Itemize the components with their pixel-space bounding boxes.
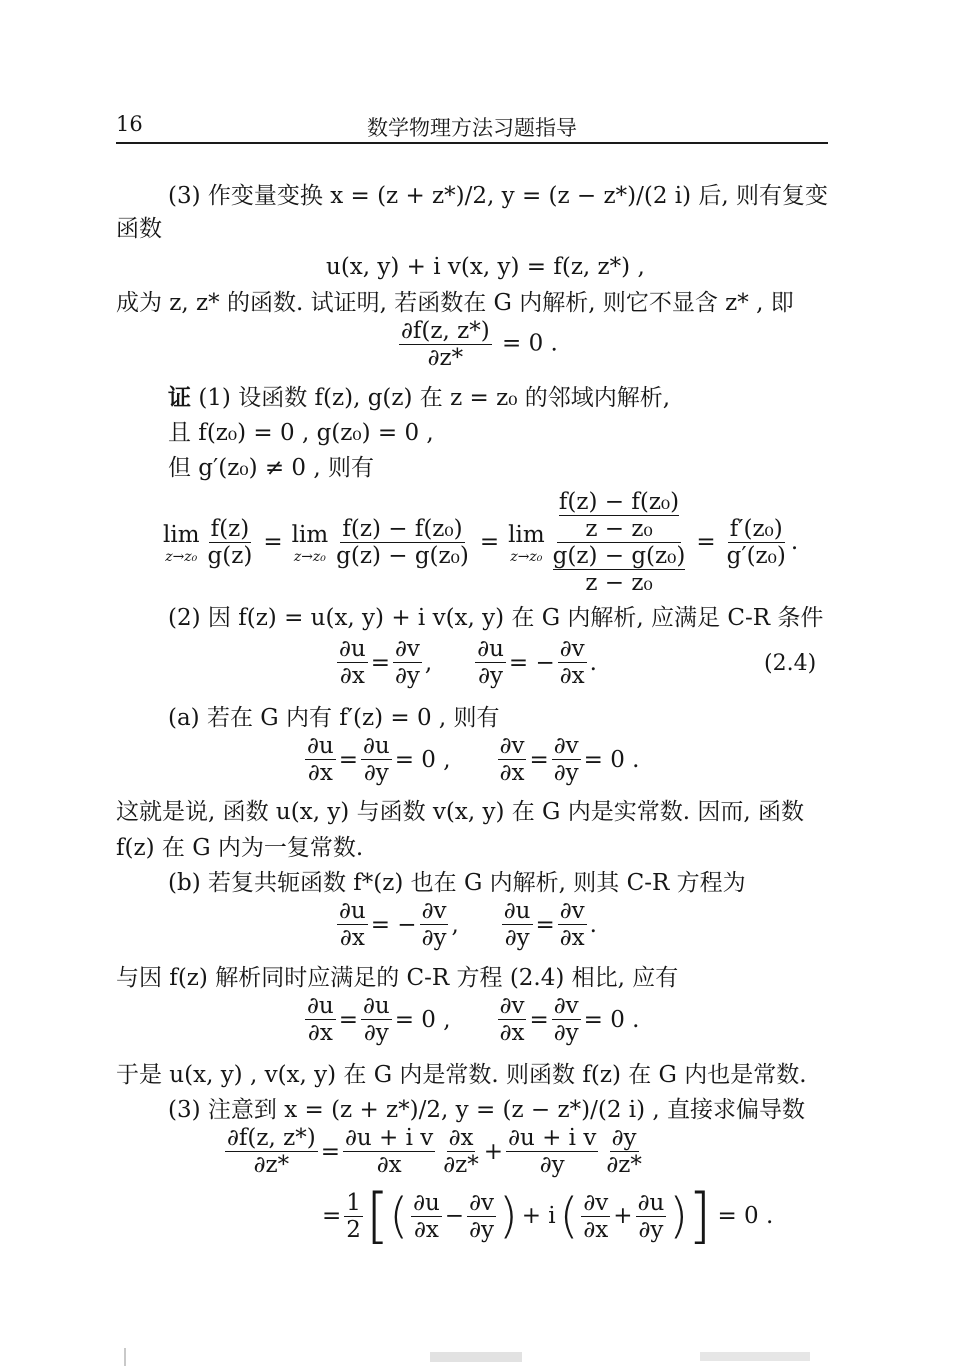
conclusion-a-line2: f(z) 在 G 内为一复常数. [116, 835, 364, 861]
conclusion-b: 于是 u(x, y) , v(x, y) 在 G 内是常数. 则函数 f(z) 在 G 内也是常数. [116, 1062, 807, 1088]
header-rule [116, 142, 828, 144]
lim-word: lim [163, 522, 200, 548]
problem-3-text-cont: 函数 [116, 216, 162, 242]
frac-num: ∂f(z, z*) [401, 318, 490, 344]
conclusion-a-line1: 这就是说, 函数 u(x, y) 与函数 v(x, y) 在 G 内是实常数. 因而, 函数 [116, 799, 804, 825]
equation-3-line1: ∂f(z, z*) ∂z* = ∂u + i v ∂x ∂x ∂z* + ∂u + i v ∂y ∂y ∂z* [227, 1125, 642, 1178]
equation-cr-conditions: ∂u ∂x = ∂v ∂y , ∂u ∂y = − ∂v ∂x . [339, 636, 597, 689]
proof-2b-text: (b) 若复共轭函数 f*(z) 也在 G 内解析, 则其 C-R 方程为 [168, 870, 746, 896]
frac-den: ∂z* [427, 345, 464, 371]
running-title: 数学物理方法习题指导 [367, 116, 577, 140]
equation-df-dz-star [396, 318, 558, 371]
equation-3-line2: = 1 2 [ ( ∂u ∂x − ∂v ∂y ) + i ( ∂v ∂x + ∂u ∂y ) ] = 0 . [322, 1181, 774, 1251]
eq-rhs: = 0 . [502, 330, 558, 357]
page-number: 16 [116, 112, 143, 136]
equation-2a: ∂u ∂x = ∂u ∂y = 0 , ∂v ∂x = ∂v ∂y = 0 . [307, 733, 640, 786]
scan-mark [430, 1352, 522, 1362]
proof-2a-text: (a) 若在 G 内有 f′(z) = 0 , 则有 [168, 705, 500, 731]
proof-1-line [168, 383, 670, 413]
scan-mark [700, 1352, 810, 1361]
scan-mark [124, 1348, 126, 1366]
proof-label: 证 [168, 384, 191, 411]
comparison-text: 与因 f(z) 解析同时应满足的 C-R 方程 (2.4) 相比, 应有 [116, 965, 679, 991]
proof-3-text: (3) 注意到 x = (z + z*)/2, y = (z − z*)/(2 i) , 直接求偏导数 [168, 1097, 806, 1123]
proof-1-text: (1) 设函数 f(z), g(z) 在 z = z₀ 的邻域内解析, [198, 385, 671, 411]
equation-number: (2.4) [764, 651, 817, 676]
compound-fraction: f(z) − f(z₀) z − z₀ g(z) − g(z₀) z − z₀ [552, 488, 686, 596]
lim-sub: z→z₀ [165, 549, 198, 565]
equation-2b-result: ∂u ∂x = ∂u ∂y = 0 , ∂v ∂x = ∂v ∂y = 0 . [307, 993, 640, 1046]
problem-3-text: (3) 作变量变换 x = (z + z*)/2, y = (z − z*)/(2 i) 后, 则有复变 [168, 183, 829, 209]
equation-uv: u(x, y) + i v(x, y) = f(z, z*) , [326, 254, 645, 280]
proof-1-but: 但 g′(z₀) ≠ 0 , 则有 [168, 455, 375, 481]
equation-lhopital: lim z→z₀ $\frac{f(z)}{g(z)}$ = lim z→z₀ $\frac{\text{f(z) − f(z₀)}}{\text{g(z) − g(z₀)}}$ = lim z→z₀ f(z) − f(z₀) z − z₀ g(z) − g(z₀) z − z₀ = $\frac{\text{f′(z₀)}}{\text{g′(z₀)}}$ . [163, 488, 799, 596]
proof-2-text: (2) 因 f(z) = u(x, y) + i v(x, y) 在 G 内解析, 应满足 C-R 条件 [168, 605, 824, 631]
problem-3-claim: 成为 z, z* 的函数. 试证明, 若函数在 G 内解析, 则它不显含 z* , 即 [116, 290, 794, 316]
proof-1-conditions: 且 f(z₀) = 0 , g(z₀) = 0 , [168, 420, 434, 446]
equation-2b: ∂u ∂x = − ∂v ∂y , ∂u ∂y = ∂v ∂x . [339, 898, 597, 951]
